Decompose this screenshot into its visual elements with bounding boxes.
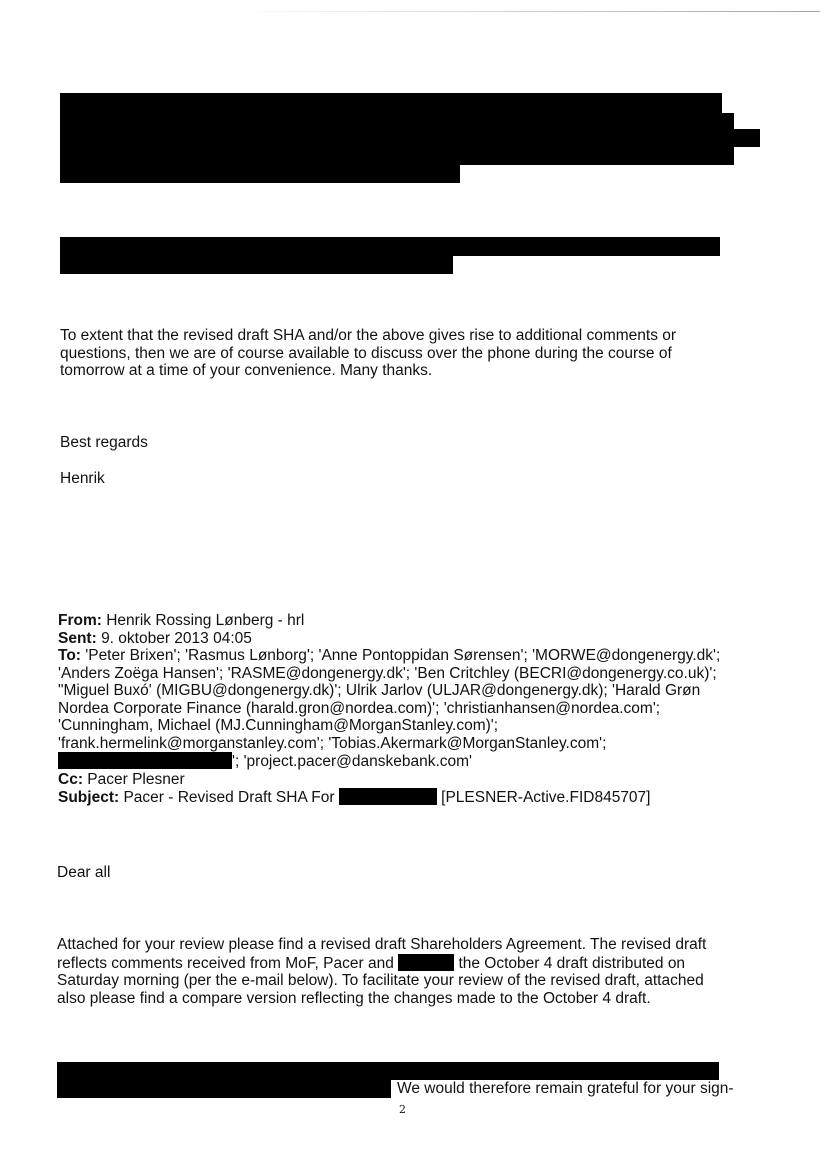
signoff-name: Henrik xyxy=(60,470,105,487)
body-paragraph xyxy=(57,936,706,1007)
to-line-continued: 'Anders Zoëga Hansen'; 'RASME@dongenergy.dk'; 'Ben Critchley (BECRI@dongenergy.co.uk)'; xyxy=(58,664,717,682)
to-line-continued: 'Cunningham, Michael (MJ.Cunningham@MorganStanley.com)'; xyxy=(58,717,499,734)
to-line-last xyxy=(58,752,720,771)
paragraph-line: tomorrow at a time of your convenience. Many thanks. xyxy=(60,362,433,379)
sent-value: 9. oktober 2013 04:05 xyxy=(101,629,252,647)
subject-prefix: Pacer - Revised Draft SHA For xyxy=(123,789,335,806)
to-last-recipient: '; 'project.pacer@danskebank.com' xyxy=(232,753,473,770)
to-line-continued: 'frank.hermelink@morganstanley.com'; 'Tobias.Akermark@MorganStanley.com'; xyxy=(58,734,607,752)
redaction-block xyxy=(734,129,760,147)
paragraph-text: the October 4 draft distributed on xyxy=(458,954,686,972)
paragraph-line: Attached for your review please find a revised draft Shareholders Agreement. The revised draft xyxy=(57,936,707,953)
redaction-inline xyxy=(339,788,437,805)
subject-suffix: [PLESNER-Active.FID845707] xyxy=(441,789,651,806)
from-line xyxy=(58,612,720,630)
cc-line xyxy=(58,771,720,789)
cc-value: Pacer Plesner xyxy=(87,770,185,788)
paragraph-line: also please find a compare version reflecting the changes made to the October 4 draft. xyxy=(57,989,651,1007)
paragraph-text: reflects comments received from MoF, Pacer and xyxy=(57,954,394,972)
redaction-inline xyxy=(398,954,454,971)
redaction-block xyxy=(722,113,734,165)
paragraph-line: Saturday morning (per the e-mail below). To facilitate your review of the revised draft, attached xyxy=(57,972,704,989)
to-label: To: xyxy=(58,647,81,664)
closing-paragraph xyxy=(60,327,676,380)
subject-line xyxy=(58,788,720,807)
to-recipients: 'Peter Brixen'; 'Rasmus Lønborg'; 'Anne Pontoppidan Sørensen'; 'MORWE@dongenergy.dk'; xyxy=(85,647,721,664)
to-line-continued: "Miguel Buxó' (MIGBU@dongenergy.dk)'; Ulrik Jarlov (ULJAR@dongenergy.dk); 'Harald Grøn xyxy=(58,682,701,699)
scan-artifact-line xyxy=(230,11,820,12)
page-number: 2 xyxy=(399,1103,406,1116)
paragraph-line: questions, then we are of course available to discuss over the phone during the course of xyxy=(60,344,672,362)
sent-line xyxy=(58,630,720,648)
paragraph-line: To extent that the revised draft SHA and/or the above gives rise to additional comments or xyxy=(60,327,677,344)
paragraph-line xyxy=(57,954,706,973)
trailing-text: We would therefore remain grateful for your sign- xyxy=(397,1080,734,1097)
greeting: Dear all xyxy=(57,864,111,881)
sent-label: Sent: xyxy=(58,629,97,647)
redaction-block xyxy=(453,256,720,274)
to-line xyxy=(58,647,720,665)
signoff-regards: Best regards xyxy=(60,434,148,451)
from-value: Henrik Rossing Lønberg - hrl xyxy=(106,612,305,629)
to-line-continued: Nordea Corporate Finance (harald.gron@nordea.com)'; 'christianhansen@nordea.com'; xyxy=(58,699,661,717)
email-header xyxy=(58,612,720,807)
redaction-inline xyxy=(58,752,232,769)
cc-label: Cc: xyxy=(58,770,83,788)
subject-label: Subject: xyxy=(58,789,120,806)
redaction-block xyxy=(460,165,722,183)
from-label: From: xyxy=(58,612,102,629)
